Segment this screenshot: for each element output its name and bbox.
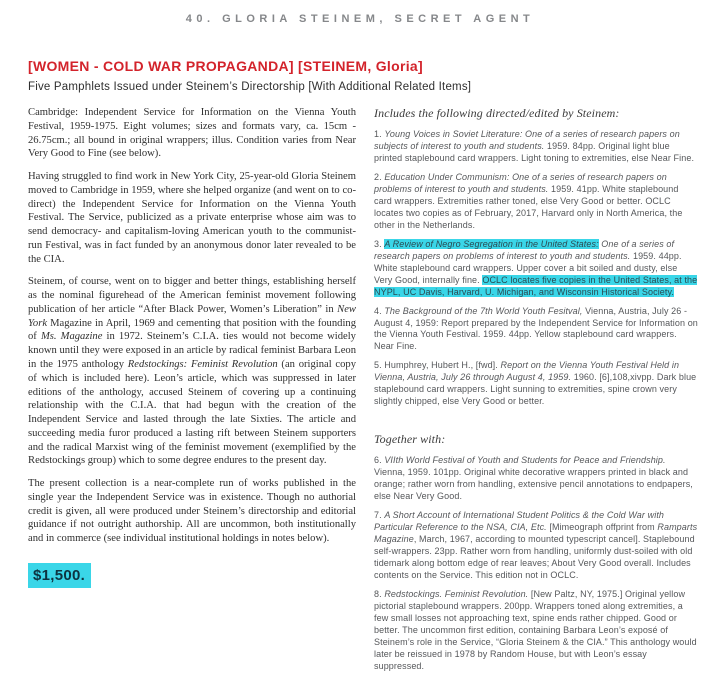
list-item: 6. VIIth World Festival of Youth and Students for Peace and Friendship. Vienna, 1959. 101pp. Original white decorative wrappers printed in black and orange; rather worn from handling, extensive pencil annotations to endpapers, else Near Very Good. [374,455,693,502]
description-paragraph: Having struggled to find work in New York City, 25-year-old Gloria Steinem moved to Cambridge in 1959, where she helped organize (and went on to co-direct) the Independent Service for Information on the Vienna Youth Festival. The Service, publicized as a private enterprise whose aim was to send democracy- and capitalism-loving American youth to the communist-run Festival, was in fact funded by an anonymous donor later revealed to be the CIA. [28,171,356,265]
price-highlight: $1,500. [28,563,91,589]
item-heading: [WOMEN - COLD WAR PROPAGANDA] [STEINEM, Gloria] [28,58,423,74]
title-block [28,58,692,93]
page-title: 40. GLORIA STEINEM, SECRET AGENT [185,13,535,25]
list-item: 4. The Background of the 7th World Youth Fesitval, Vienna, Austria, July 26 - August 4, 1959: Report prepared by the Independent Service for Information on the Vienna Youth Festival. 1959. 44pp. Yellow staplebound card wrappers. Near Fine. [374,305,698,352]
together-section-heading: Together with: [374,432,446,447]
description-paragraph: The present collection is a near-complete run of works published in the single year the Independent Service was in existence. Though no authorial credit is given, all were produced under Steinem’s directorship and editorial guidance if not outright authorship. All are uncommon, both institutionally and in commerce (see individual institutional holdings in notes below). [28,478,356,545]
description-column [28,106,356,680]
list-item: 5. Humphrey, Hubert H., [fwd]. Report on the Vienna Youth Festival Held in Vienna, Austria, July 26 through August 4, 1959. 1960. [6],108,xivpp. Dark blue staplebound card wrappers. Light sunning to extremities, spine crown very slightly chipped, else Very Good or better. [374,360,697,407]
list-item: 8. Redstockings. Feminist Revolution. [New Paltz, NY, 1975.] Original yellow pictorial staplebound wrappers. 200pp. Wrappers toned along extremities, a few small losses not approaching text, spine ends rather chipped. Good or better. The uncommon first edition, containing Barbara Leon’s exposé of Steinem’s role in the Service, “Gloria Steinem & the CIA.” This anthology would later be reissued in 1978 by Random House, but with Leon’s essay suppressed. [374,588,697,671]
description-paragraph: Cambridge: Independent Service for Information on the Vienna Youth Festival, 1959-1975. Eight volumes; sizes and formats vary, ca. 15cm - 26.75cm.; all bound in original wrappers; illus. Condition varies from Near Very Good to Fine (see below). [28,107,356,160]
list-item: 1. Young Voices in Soviet Literature: One of a series of research papers on subjects of interest to youth and students. 1959. 84pp. Original light blue printed staplebound card wrappers. Light toning to extremities, else Near Fine. [374,128,695,163]
list-item: 2. Education Under Communism: One of a series of research papers on problems of interest to youth and students. 1959. 41pp. White staplebound card wrappers. Extremities rather toned, else Very Good or better. OCLC locates two copies as of February, 2017, Harvard only in North America, the other in the Netherlands. [374,171,683,230]
contents-column [374,106,698,680]
included-section-heading: Includes the following directed/edited by Steinem: [374,106,620,120]
description-paragraph: Steinem, of course, went on to bigger and better things, establishing herself as the nominal figurehead of the American feminist movement following publication of her article “After Black Power, Women’s Liberation” in New York Magazine in April, 1969 and cementing that position with the founding of Ms. Magazine in 1972. Steinem’s C.I.A. ties would not become widely known until they were exposed in an article by radical feminist Barbara Leon in the 1975 anthology Redstockings: Feminist Revolution (an original copy of which is included here). Leon’s article, which was suppressed in later editions of the anthology, accused Steinem of covering up a continuing relationship with the C.I.A. that had begun with the creation of the Independent Service and lasted through the late Sixties. The article and succeeding media furor produced a lasting rift between Steinem supporters and the radical Marxist wing of the feminist movement (exemplified by the Redstockings group) which to some degree endures to the present day. [28,276,357,467]
list-item: 3. A Review of Negro Segregation in the United States: One of a series of research papers on problems of interest to youth and students. 1959. 44pp. White staplebound card wrappers. Upper cover a bit soiled and dusty, else Very Good, internally fine. OCLC locates five copies in the United States, at the NYPL, UC Davis, Harvard, U. Michigan, and Wisconsin Historical Society. [374,238,698,297]
item-subheading: Five Pamphlets Issued under Steinem’s Directorship [With Additional Related Items] [28,81,472,93]
list-item: 7. A Short Account of International Student Politics & the Cold War with Particular Reference to the NSA, CIA, Etc. [Mimeograph offprint from Ramparts Magazine, March, 1967, according to mounted typescript cancel]. Staplebound self-wrappers. 23pp. Rather worn from handling, uniformly dust-soiled with old tidemark along bottom edge of rear leaves; About Very Good overall. Includes contents on the Service. This edition not in OCLC. [374,510,698,580]
two-column-body [28,106,698,680]
